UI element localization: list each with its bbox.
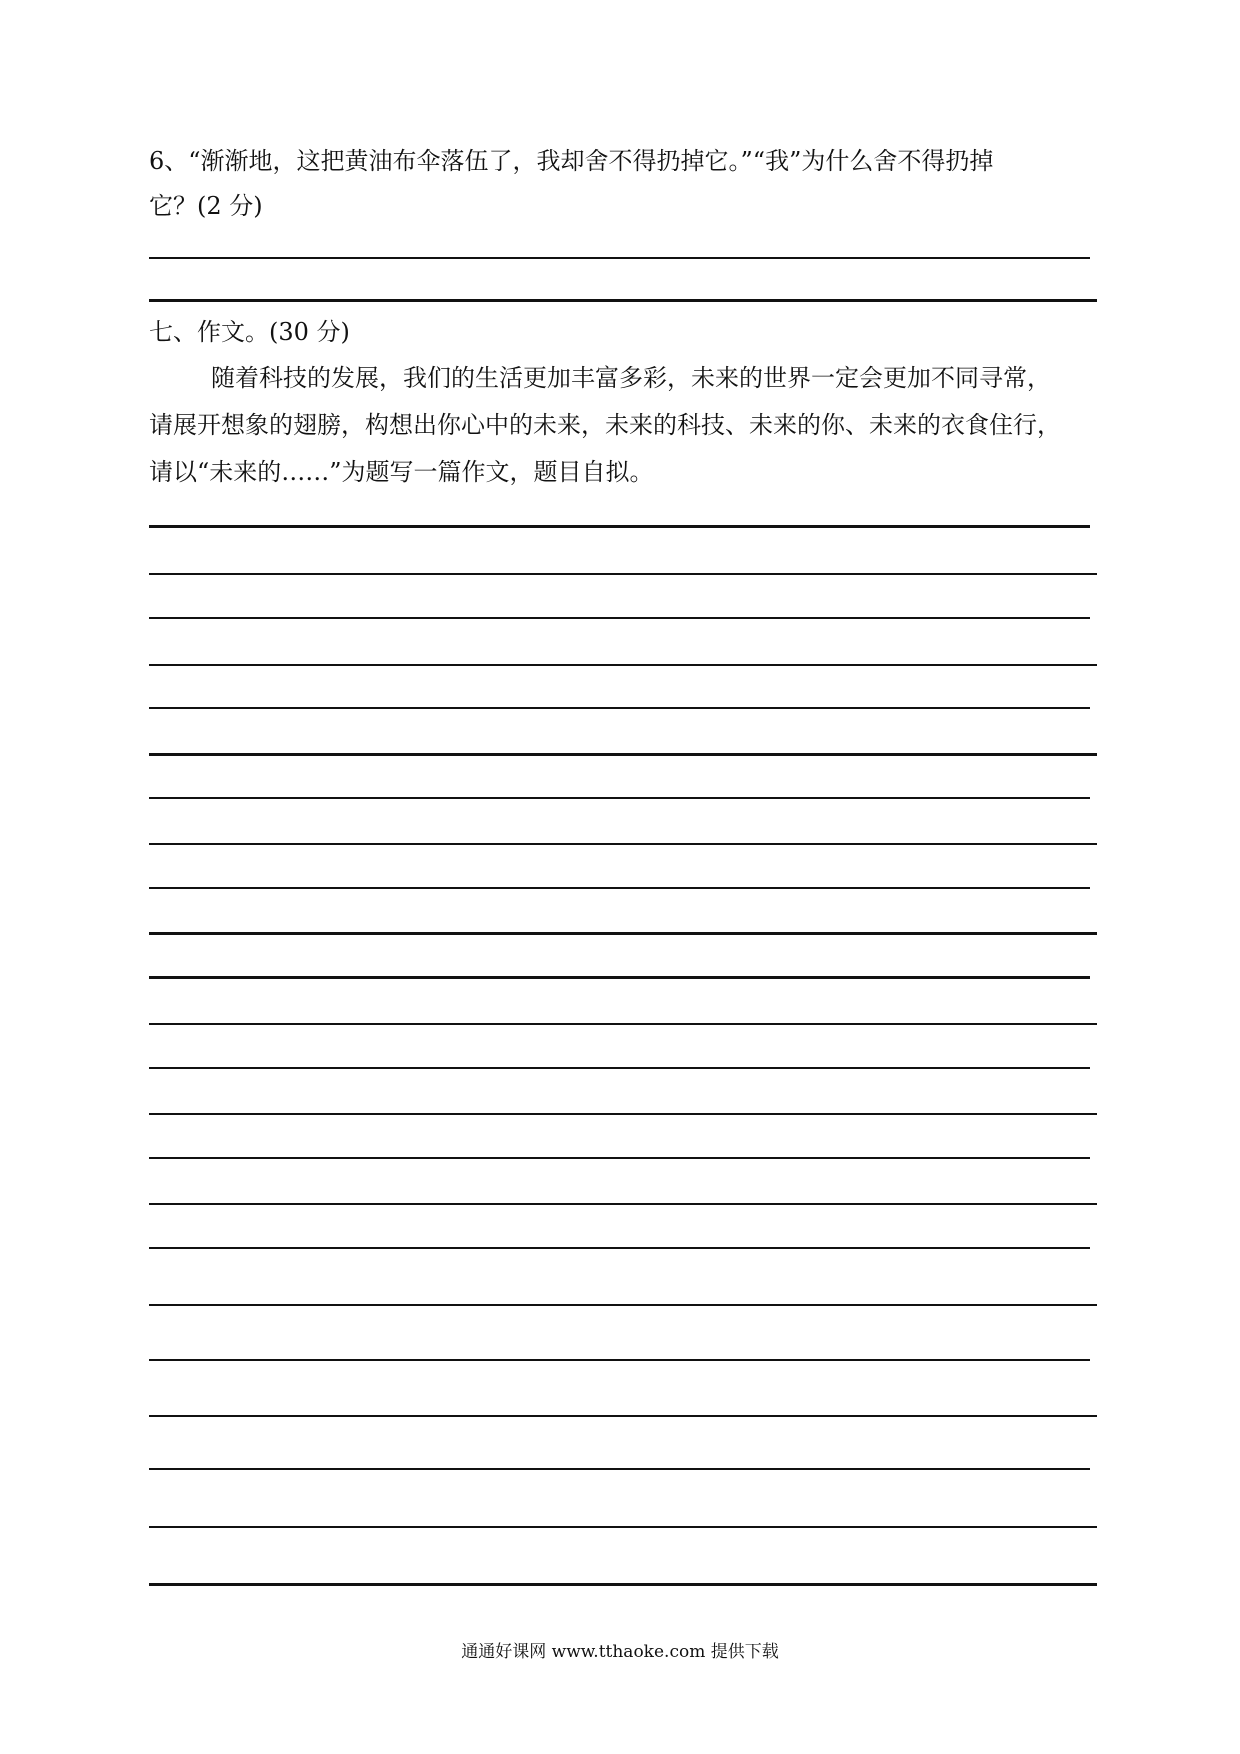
writing-line [149, 1067, 1090, 1069]
writing-line [149, 707, 1090, 709]
writing-line [149, 1023, 1097, 1025]
essay-prompt-line-2: 请展开想象的翅膀，构想出你心中的未来，未来的科技、未来的你、未来的衣食住行， [149, 411, 1061, 439]
writing-line [149, 1415, 1097, 1417]
writing-line [149, 843, 1097, 845]
writing-line [149, 1583, 1097, 1586]
writing-line [149, 573, 1097, 575]
writing-line [149, 1203, 1097, 1205]
answer-line-6-1 [149, 257, 1090, 259]
writing-line [149, 664, 1097, 666]
writing-line [149, 797, 1090, 799]
writing-line [149, 1468, 1090, 1470]
writing-line [149, 976, 1090, 979]
writing-line [149, 525, 1090, 528]
question-6-line-2: 它？(2 分) [149, 192, 263, 220]
writing-line [149, 1526, 1097, 1528]
writing-line [149, 617, 1090, 619]
writing-line [149, 753, 1097, 756]
essay-prompt-line-1: 随着科技的发展，我们的生活更加丰富多彩，未来的世界一定会更加不同寻常， [211, 364, 1051, 392]
writing-line [149, 1359, 1090, 1361]
writing-line [149, 1157, 1090, 1159]
writing-line [149, 1304, 1097, 1306]
writing-line [149, 1247, 1090, 1249]
essay-prompt-line-3: 请以“未来的……”为题写一篇作文，题目自拟。 [149, 458, 654, 486]
section-7-heading: 七、作文。(30 分) [149, 318, 350, 346]
question-6-line-1: 6、“渐渐地，这把黄油布伞落伍了，我却舍不得扔掉它。”“我”为什么舍不得扔掉 [149, 147, 994, 175]
writing-line [149, 887, 1090, 889]
page-footer: 通通好课网 www.tthaoke.com 提供下载 [461, 1642, 779, 1662]
writing-line [149, 932, 1097, 935]
writing-line [149, 1113, 1097, 1115]
answer-line-6-2 [149, 299, 1097, 302]
